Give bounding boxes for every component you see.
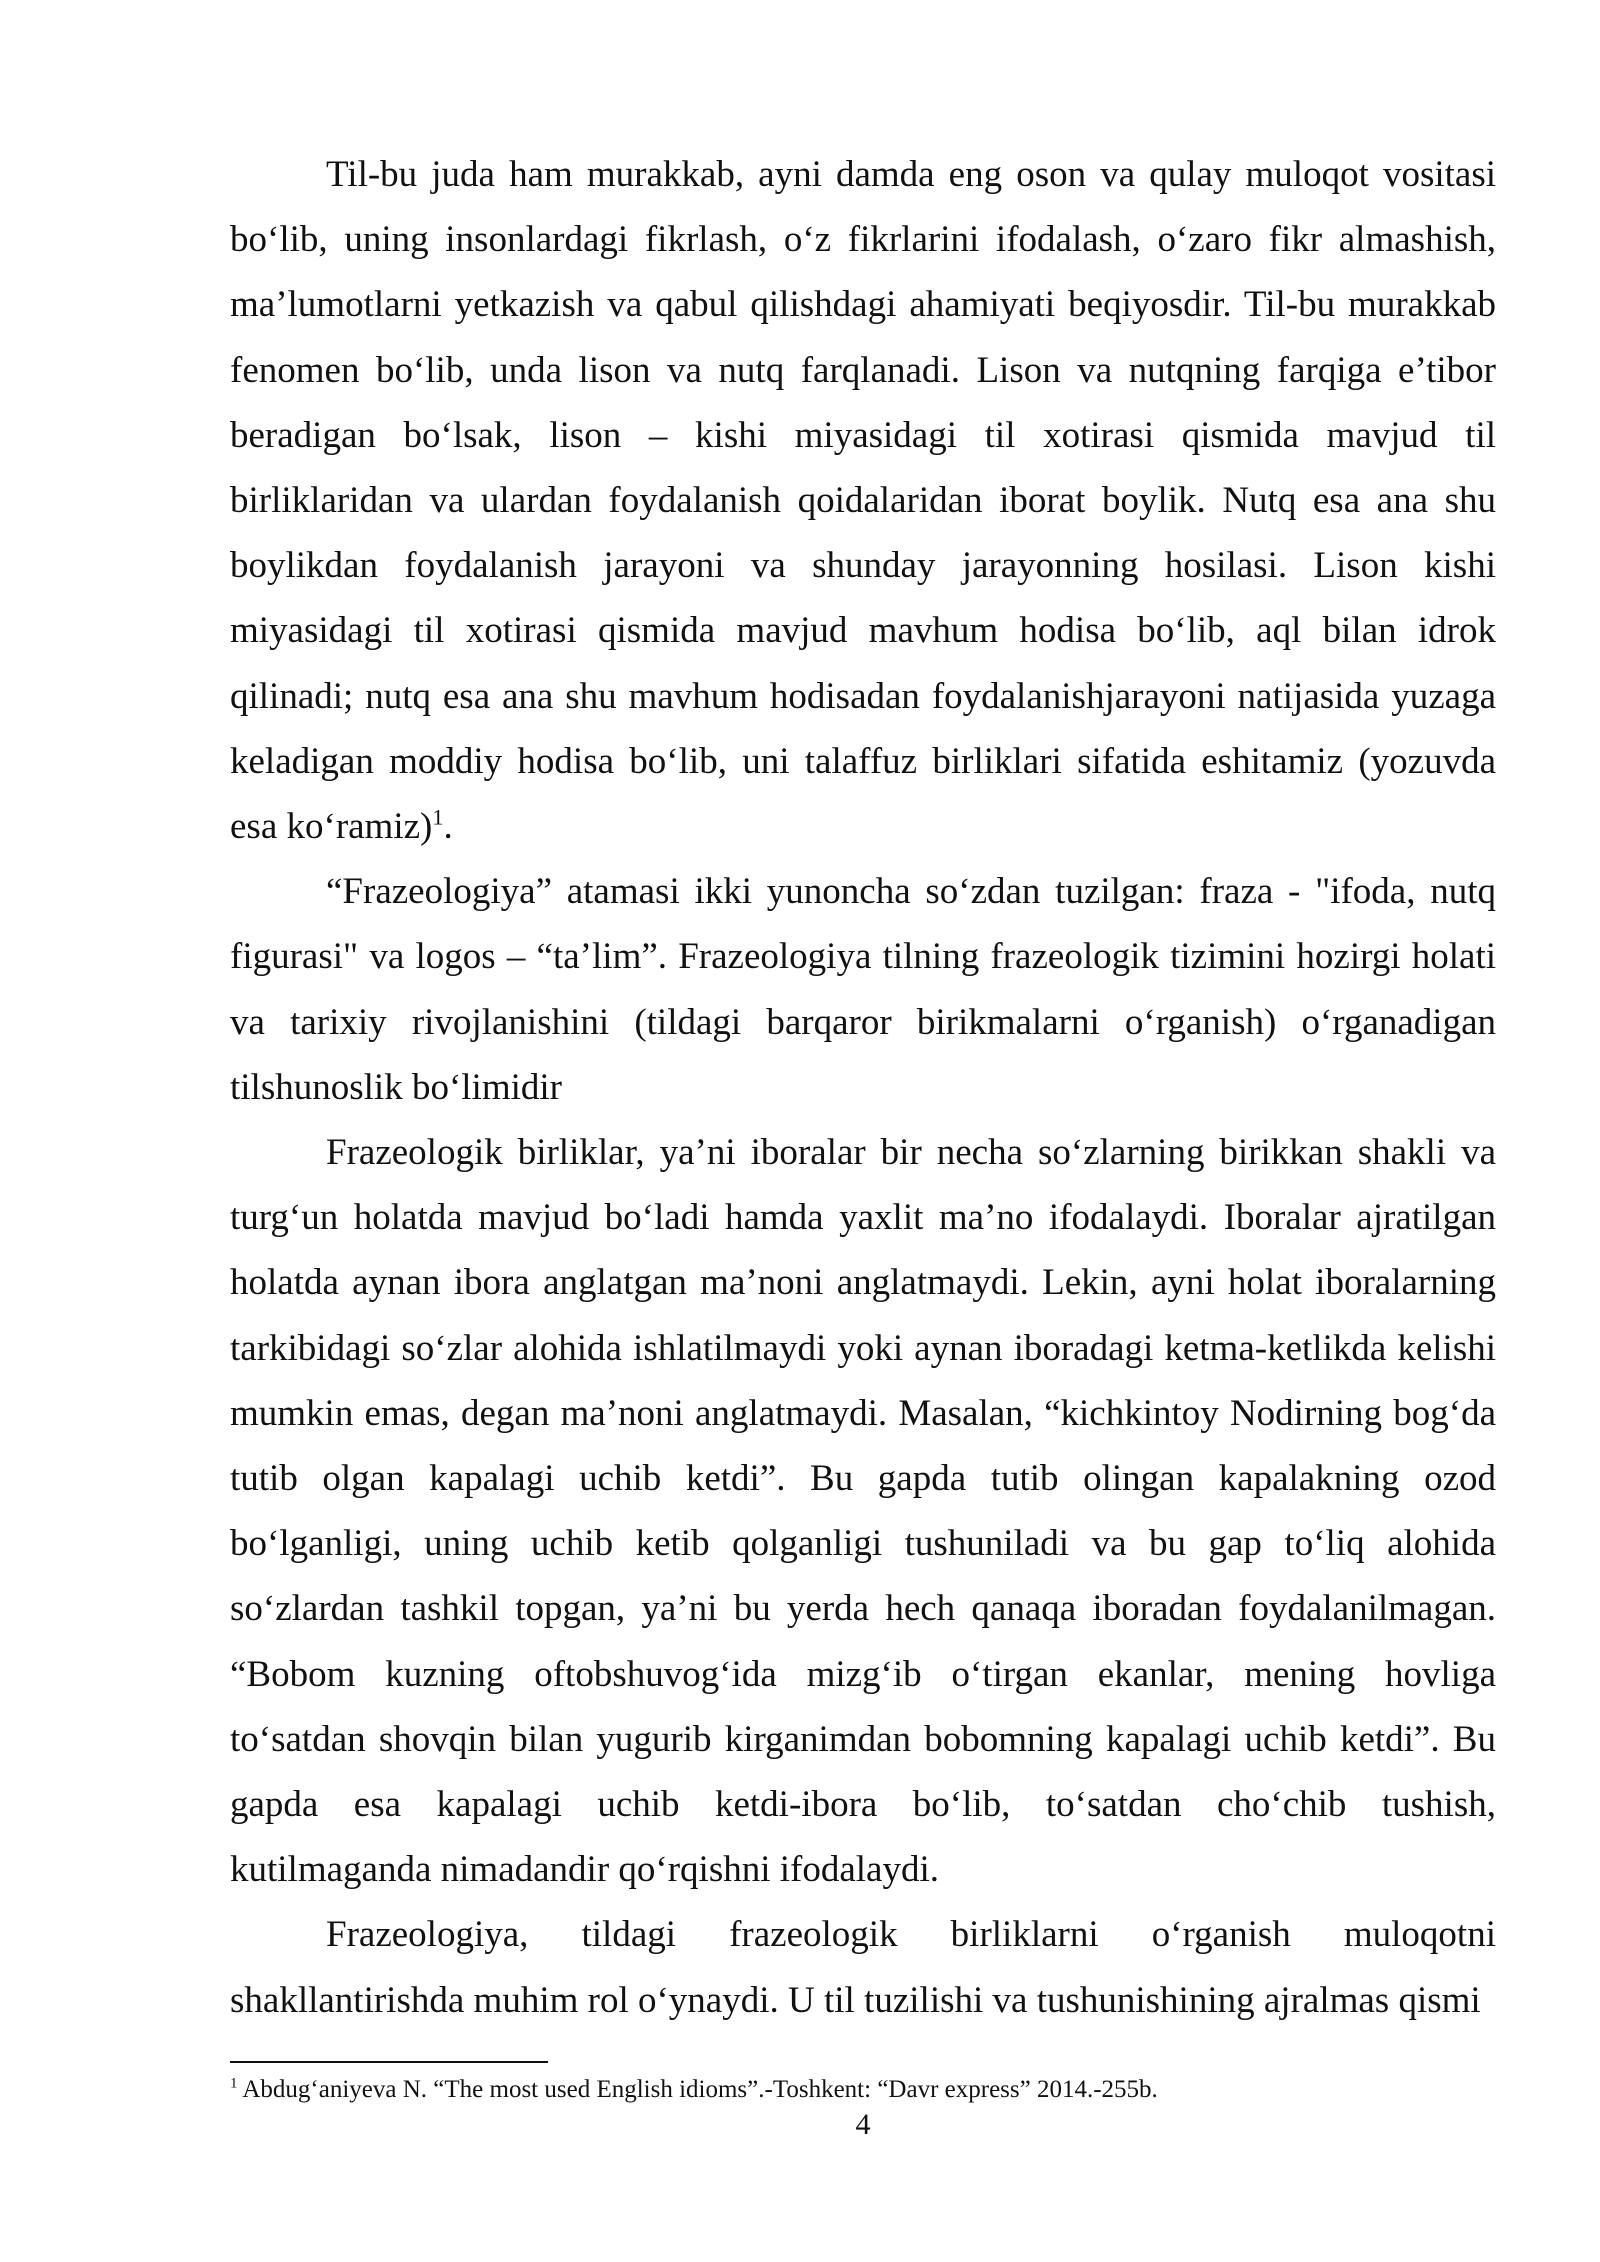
paragraph-4: Frazeologiya, tildagi frazeologik birliklarni o‘rganish muloqotni shakllantirishda muhim rol o‘ynaydi. U til tuzilishi va tushunishining ajralmas qismi — [230, 1914, 1496, 2021]
footnote — [230, 2074, 1496, 2106]
footnote-marker: 1 — [230, 2075, 238, 2092]
body-text — [230, 142, 1496, 2033]
footnote-reference: 1 — [432, 804, 444, 830]
paragraph-1-text: Til-bu juda ham murakkab, ayni damda eng oson va qulay muloqot vositasi bo‘lib, uning insonlardagi fikrlash, o‘z fikrlarini ifodalash, o‘zaro fikr almashish, ma’lumotlarni yetkazish va qabul qilishdagi ahamiyati beqiyosdir. Til-bu murakkab fenomen bo‘lib, unda lison va nutq farqlanadi. Lison va nutqning farqiga e’tibor beradigan bo‘lsak, lison – kishi miyasidagi til xotirasi qismida mavjud til birliklaridan va ulardan foydalanish qoidalaridan iborat boylik. Nutq esa ana shu boylikdan foydalanish jarayoni va shunday jarayonning hosilasi. Lison kishi miyasidagi til xotirasi qismida mavjud mavhum hodisa bo‘lib, aql bilan idrok qilinadi; nutq esa ana shu mavhum hodisadan foydalanishjarayoni natijasida yuzaga keladigan moddiy hodisa bo‘lib, uni talaffuz birliklari sifatida eshitamiz (yozuvda esa ko‘ramiz) — [230, 154, 1496, 848]
paragraph-1-end: . — [443, 806, 453, 848]
paragraph-2: “Frazeologiya” atamasi ikki yunoncha so‘zdan tuzilgan: fraza - "ifoda, nutq figurasi" va logos – “ta’lim”. Frazeologiya tilning frazeologik tizimini hozirgi holati va tarixiy rivojlanishini (tildagi barqaror birikmalarni o‘rganish) o‘rganadigan tilshunoslik bo‘limidir — [230, 871, 1496, 1108]
paragraph-3: Frazeologik birliklar, ya’ni iboralar bir necha so‘zlarning birikkan shakli va turg‘un holatda mavjud bo‘ladi hamda yaxlit ma’no ifodalaydi. Iboralar ajratilgan holatda aynan ibora anglatgan ma’noni anglatmaydi. Lekin, ayni holat iboralarning tarkibidagi so‘zlar alohida ishlatilmaydi yoki aynan iboradagi ketma-ketlikda kelishi mumkin emas, degan ma’noni anglatmaydi. Masalan, “kichkintoy Nodirning bog‘da tutib olgan kapalagi uchib ketdi”. Bu gapda tutib olingan kapalakning ozod bo‘lganligi, uning uchib ketib qolganligi tushuniladi va bu gap to‘liq alohida so‘zlardan tashkil topgan, ya’ni bu yerda hech qanaqa iboradan foydalanilmagan. “Bobom kuzning oftobshuvog‘ida mizg‘ib o‘tirgan ekanlar, mening hovliga to‘satdan shovqin bilan yugurib kirganimdan bobomning kapalagi uchib ketdi”. Bu gapda esa kapalagi uchib ketdi-ibora bo‘lib, to‘satdan cho‘chib tushish, kutilmaganda nimadandir qo‘rqishni ifodalaydi. — [230, 1132, 1496, 1891]
footnote-text: Abdug‘aniyeva N. “The most used English idioms”.-Toshkent: “Davr express” 2014.-255b. — [237, 2076, 1158, 2103]
paragraph-1 — [230, 142, 1496, 859]
page-number: 4 — [855, 2108, 871, 2141]
footnote-separator — [230, 2061, 548, 2063]
